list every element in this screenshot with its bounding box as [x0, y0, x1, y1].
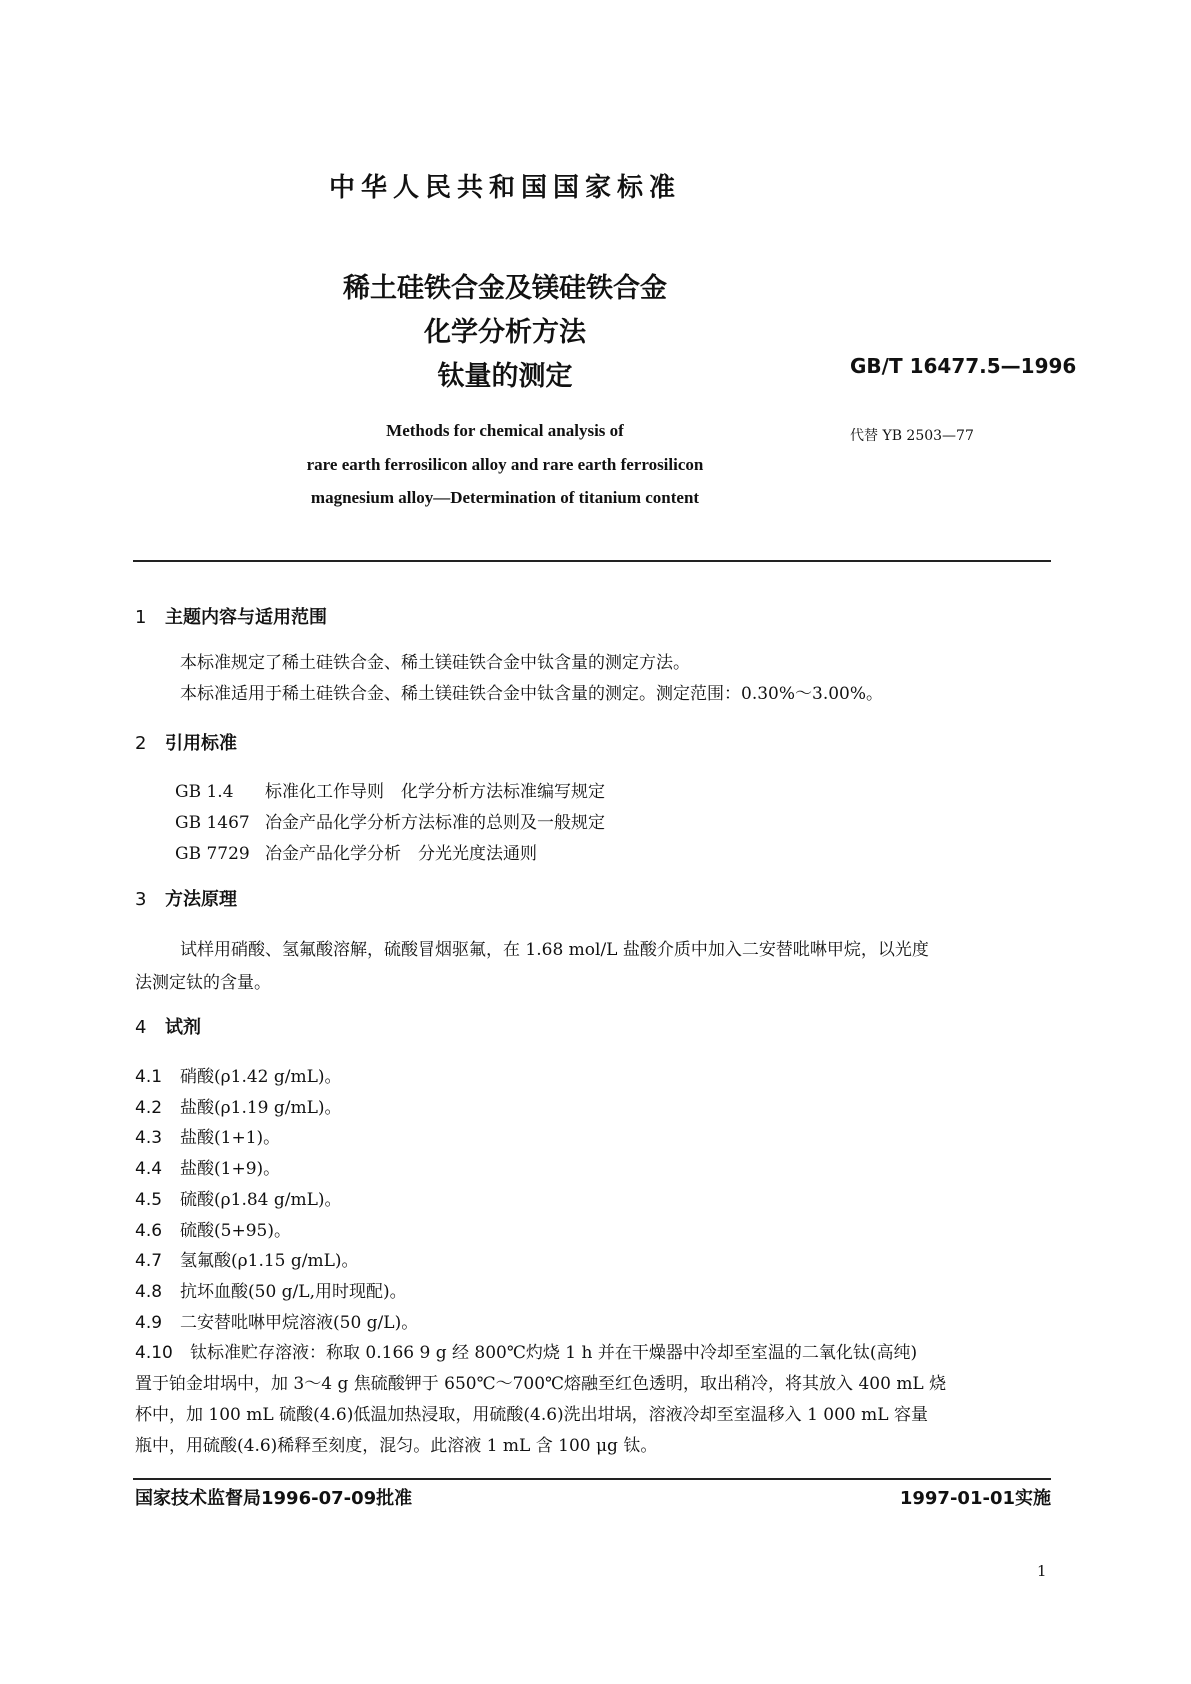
item-text: 二安替吡啉甲烷溶液(50 g/L)。 — [180, 1312, 419, 1333]
standard-code: GB/T 16477.5—1996 — [850, 354, 1077, 378]
reagent-item — [135, 1097, 342, 1119]
item-number: 4.8 — [135, 1281, 163, 1302]
reagent-item — [135, 1066, 342, 1088]
approval-note: 国家技术监督局1996-07-09批准 — [135, 1488, 413, 1509]
reagent-item — [135, 1342, 917, 1364]
divider — [133, 1478, 1051, 1480]
title-line: 钛量的测定 — [437, 361, 573, 392]
item-number: 4.4 — [135, 1159, 163, 1180]
english-title-line: rare earth ferrosilicon alloy and rare earth ferrosilicon — [306, 455, 704, 474]
reagent-item — [135, 1158, 280, 1180]
item-text: 抗坏血酸(50 g/L,用时现配)。 — [180, 1281, 407, 1302]
item-number: 4.6 — [135, 1220, 163, 1241]
section-heading: 4 试剂 — [135, 1017, 201, 1038]
paragraph: 本标准适用于稀土硅铁合金、稀土镁硅铁合金中钛含量的测定。测定范围：0.30%～3.00%。 — [180, 684, 884, 704]
reagent-item — [135, 1250, 359, 1272]
item-text: 氢氟酸(ρ1.15 g/mL)。 — [180, 1251, 359, 1272]
reagent-item — [135, 1127, 280, 1149]
paragraph: 瓶中，用硫酸(4.6)稀释至刻度，混匀。此溶液 1 mL 含 100 μg 钛。 — [135, 1436, 658, 1456]
item-text: 钛标准贮存溶液：称取 0.166 9 g 经 800℃灼烧 1 h 并在干燥器中冷却至室温的二氧化钛(高纯) — [190, 1343, 918, 1364]
item-number: 4.2 — [135, 1097, 163, 1118]
item-number: 4.3 — [135, 1128, 163, 1149]
section-heading: 3 方法原理 — [135, 889, 237, 910]
paragraph: 杯中，加 100 mL 硫酸(4.6)低温加热浸取，用硫酸(4.6)洗出坩埚，溶液冷却至室温移入 1 000 mL 容量 — [135, 1405, 928, 1425]
item-number: 4.5 — [135, 1189, 163, 1210]
reference-item: GB 7729 冶金产品化学分析 分光光度法通则 — [175, 844, 537, 864]
paragraph: 本标准规定了稀土硅铁合金、稀土镁硅铁合金中钛含量的测定方法。 — [180, 653, 690, 673]
divider — [133, 560, 1051, 562]
page-number: 1 — [1037, 1562, 1047, 1580]
english-title-line: Methods for chemical analysis of — [386, 421, 624, 440]
item-number: 4.10 — [135, 1343, 173, 1364]
title-line: 化学分析方法 — [424, 317, 586, 348]
paragraph: 试样用硝酸、氢氟酸溶解，硫酸冒烟驱氟，在 1.68 mol/L 盐酸介质中加入二安替吡啉甲烷，以光度 — [180, 940, 929, 960]
section-heading: 2 引用标准 — [135, 733, 237, 754]
item-number: 4.9 — [135, 1312, 163, 1333]
item-text: 盐酸(1+9)。 — [180, 1159, 281, 1180]
paragraph: 置于铂金坩埚中，加 3～4 g 焦硫酸钾于 650℃～700℃熔融至红色透明，取出稍冷，将其放入 400 mL 烧 — [135, 1374, 947, 1394]
item-number: 4.7 — [135, 1251, 163, 1272]
national-standard-heading: 中华人民共和国国家标准 — [328, 173, 681, 203]
reagent-item — [135, 1312, 418, 1334]
item-text: 硫酸(5+95)。 — [180, 1220, 291, 1241]
item-text: 盐酸(ρ1.19 g/mL)。 — [180, 1097, 342, 1118]
title-line: 稀土硅铁合金及镁硅铁合金 — [343, 273, 667, 304]
section-heading: 1 主题内容与适用范围 — [135, 607, 327, 628]
paragraph: 法测定钛的含量。 — [135, 973, 271, 993]
item-text: 硝酸(ρ1.42 g/mL)。 — [180, 1067, 342, 1087]
effective-date: 1997-01-01实施 — [899, 1488, 1051, 1509]
item-text: 硫酸(ρ1.84 g/mL)。 — [180, 1189, 342, 1210]
item-text: 盐酸(1+1)。 — [180, 1128, 281, 1149]
reference-item: GB 1467 冶金产品化学分析方法标准的总则及一般规定 — [175, 813, 605, 833]
reagent-item — [135, 1189, 342, 1211]
english-title-line: magnesium alloy—Determination of titanium content — [310, 488, 700, 507]
reagent-item — [135, 1220, 291, 1242]
reagent-item — [135, 1281, 407, 1303]
replaces-note: 代替 YB 2503—77 — [850, 428, 974, 444]
item-number: 4.1 — [135, 1067, 163, 1087]
reference-item: GB 1.4 标准化工作导则 化学分析方法标准编写规定 — [175, 782, 605, 802]
